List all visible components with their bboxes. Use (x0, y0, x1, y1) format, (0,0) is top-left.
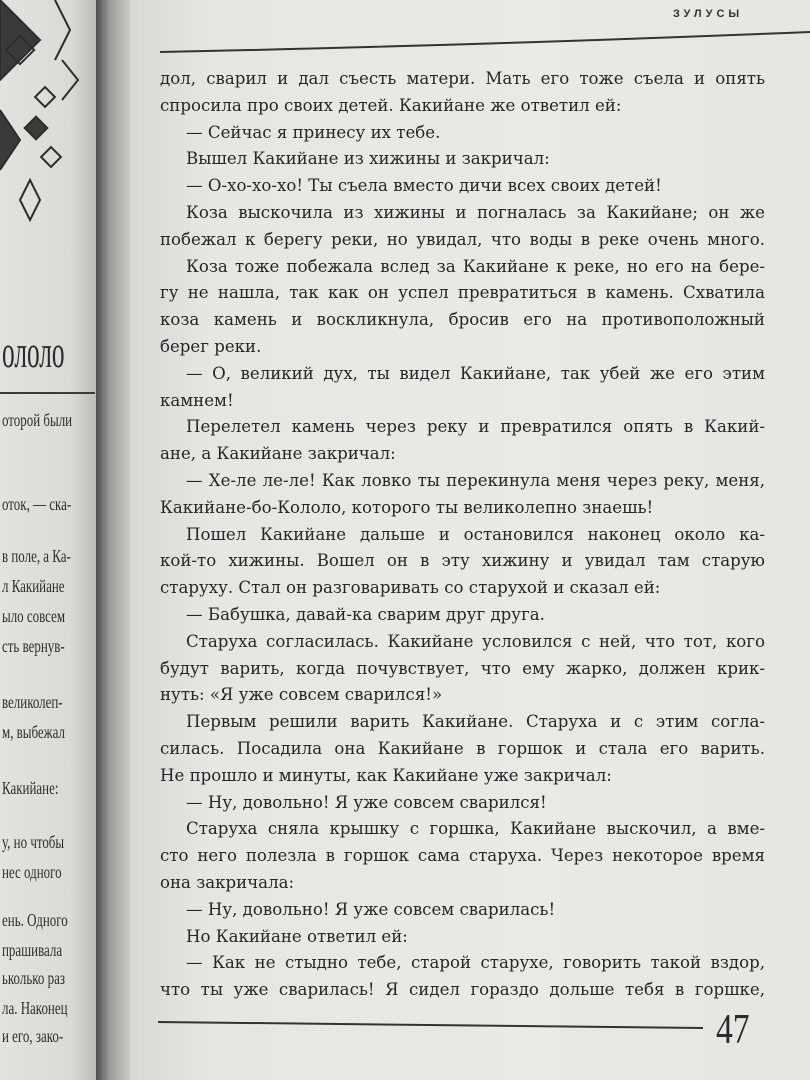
text-line: — О, великий дух, ты видел Какийане, так убей же его этим (186, 363, 765, 383)
text-line: камнем! (160, 390, 234, 410)
left-page-fragment: ыло совсем (2, 606, 66, 626)
text-line: — Ну, довольно! Я уже совсем сварилась! (186, 899, 556, 919)
left-page-fragment: оторой были (2, 410, 73, 430)
text-line: Старуха сняла крышку с горшка, Какийане выскочил, а вме- (186, 819, 765, 839)
text-line: — Ну, довольно! Я уже совсем сварился! (186, 792, 547, 812)
text-line: гу не нашла, так как он успел превратиться в камень. Схватила (160, 283, 765, 303)
text-line: Вышел Какийане из хижины и закричал: (186, 149, 550, 169)
text-line: — Бабушка, давай-ка сварим друг друга. (186, 604, 545, 624)
top-rule (160, 26, 810, 66)
text-line: Первым решили варить Какийане. Старуха и с этим согла- (186, 712, 765, 732)
text-line: дол, сварил и дал съесть матери. Мать его тоже съела и опять (160, 69, 765, 88)
left-page-fragment: нес одного (2, 862, 62, 882)
story-body-text (160, 66, 765, 1004)
text-line: Старуха согласилась. Какийане условился с ней, что тот, кого (186, 631, 765, 651)
left-page-fragment: ьколько раз (2, 968, 65, 988)
left-page-fragment: сть вернув- (2, 636, 65, 656)
text-line: сто него полезла в горшок сама старуха. Через некоторое время (160, 846, 765, 866)
left-page-fragment: оток, — ска- (2, 494, 72, 514)
text-line: Перелетел камень через реку и превратился опять в Какий- (186, 417, 765, 437)
running-head: ЗУЛУСЫ (673, 8, 744, 20)
left-page-fragment: м, выбежал (2, 722, 65, 742)
left-page-fragment: и его, зако- (2, 1026, 64, 1046)
left-page-fragment: Какийане: (2, 778, 59, 798)
text-line: она закричала: (160, 872, 295, 892)
text-line: кой-то хижины. Вошел он в эту хижину и увидал там старую (160, 551, 765, 571)
text-line: нуть: «Я уже совсем сварился!» (160, 685, 443, 705)
text-line: будут варить, когда почувствует, что ему жарко, должен крик- (160, 658, 765, 678)
ornament-pattern-icon (0, 0, 100, 240)
left-facing-page (0, 0, 100, 1080)
text-line: спросила про своих детей. Какийане же ответил ей: (160, 95, 622, 115)
text-line: берег реки. (160, 336, 262, 356)
left-page-fragment: л Какийане (2, 576, 65, 596)
left-page-fragment: ла. Наконец (2, 998, 68, 1018)
text-line: что ты уже сварилась! Я сидел гораздо дольше тебя в горшке, (160, 980, 765, 1000)
text-line: — Хе-ле ле-ле! Как ловко ты перекинула меня через реку, меня, (186, 470, 765, 490)
left-page-fragment: у, но чтобы (2, 832, 65, 852)
text-line: — Как не стыдно тебе, старой старухе, говорить такой вздор, (186, 953, 765, 973)
text-line: побежал к берегу реки, но увидал, что воды в реке очень много. (160, 229, 765, 249)
text-line: Коза выскочила из хижины и погналась за Какийане; он же (186, 202, 765, 222)
left-page-fragment: ень. Одного (2, 910, 68, 930)
text-line: Не прошло и минуты, как Какийане уже закричал: (160, 765, 612, 785)
text-line: Какийане-бо-Кололо, которого ты великолепно знаешь! (160, 497, 654, 517)
left-heading-rule (0, 392, 95, 394)
text-line: — Сейчас я принесу их тебе. (186, 122, 441, 142)
text-line: Коза тоже побежала вслед за Какийане к реке, но его на бере- (186, 256, 765, 276)
left-page-fragment: в поле, а Ка- (2, 546, 71, 566)
left-page-fragment: великолеп- (2, 692, 63, 712)
page-number: 47 (716, 1007, 750, 1053)
bottom-rule (158, 1010, 718, 1040)
text-line: — О-хо-хо-хо! Ты съела вместо дичи всех своих детей! (186, 176, 662, 196)
left-page-heading: ололо (2, 326, 65, 377)
text-line: Но Какийане ответил ей: (186, 926, 408, 946)
left-page-fragment: прашивала (2, 940, 63, 960)
text-line: ане, а Какийане закричал: (160, 444, 396, 464)
text-line: Пошел Какийане дальше и остановился наконец около ка- (186, 524, 765, 544)
text-line: старуху. Стал он разговаривать со старухой и сказал ей: (160, 578, 661, 598)
text-line: коза камень и воскликнула, бросив его на противоположный (160, 310, 765, 330)
text-line: силась. Посадила она Какийане в горшок и стала его варить. (160, 738, 765, 758)
